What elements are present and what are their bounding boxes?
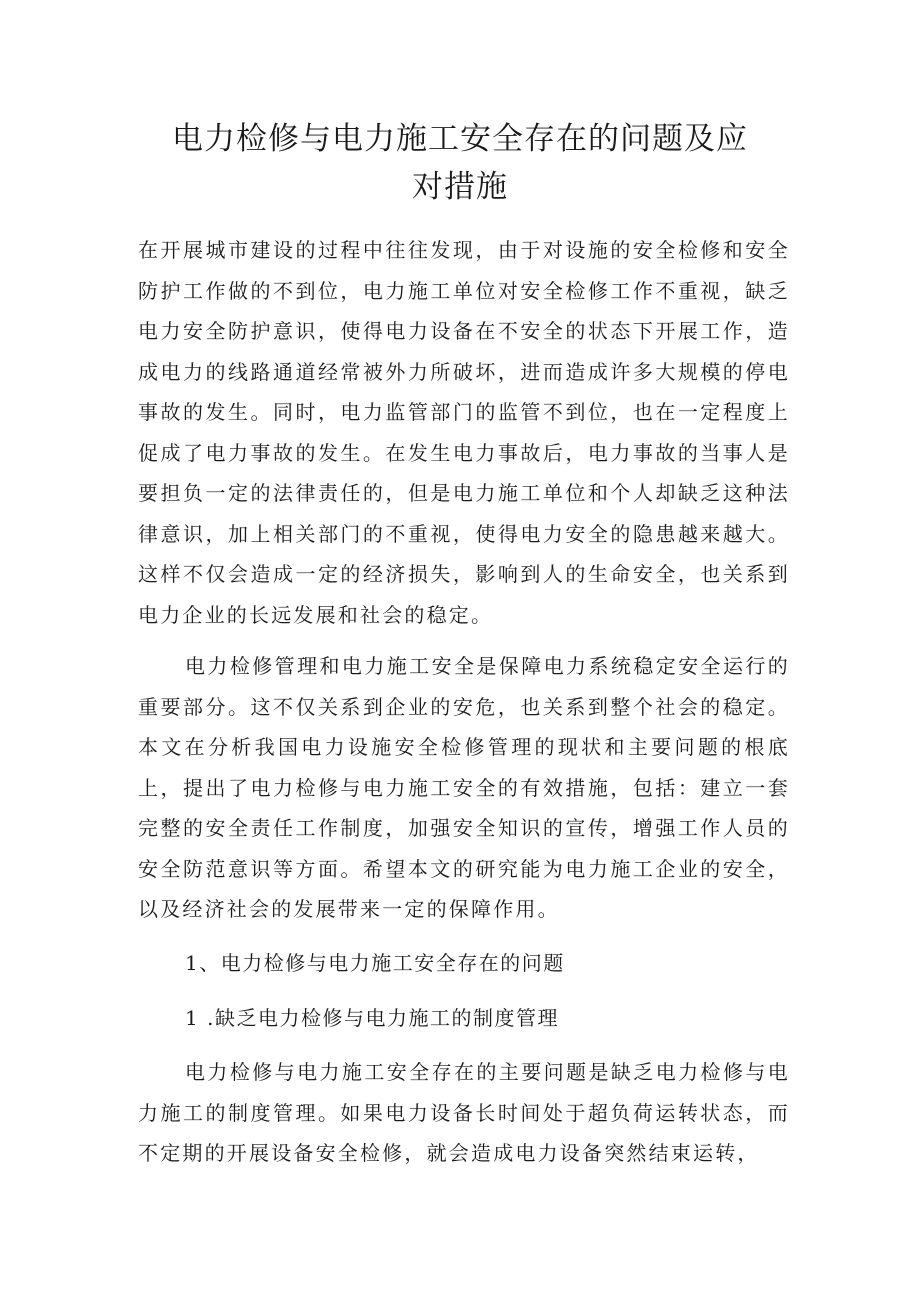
- section-heading-1: 1、电力检修与电力施工安全存在的问题: [185, 951, 565, 975]
- subsection-heading-1-1: 1 .缺乏电力检修与电力施工的制度管理: [185, 1006, 559, 1030]
- paragraph-3: 电力检修与电力施工安全存在的主要问题是缺乏电力检修与电力施工的制度管理。如果电力设备长时间处于超负荷运转状态，而不定期的开展设备安全检修，就会造成电力设备突然结束运转，: [138, 1060, 790, 1165]
- document-title-line-1: 电力检修与电力施工安全存在的问题及应: [172, 121, 748, 157]
- document-title-line-2: 对措施: [412, 169, 508, 205]
- paragraph-2: 电力检修管理和电力施工安全是保障电力系统稳定安全运行的重要部分。这不仅关系到企业的安危，也关系到整个社会的稳定。本文在分析我国电力设施安全检修管理的现状和主要问题的根底上，提出了电力检修与电力施工安全的有效措施，包括：建立一套完整的安全责任工作制度，加强安全知识的宣传，增强工作人员的安全防范意识等方面。希望本文的研究能为电力施工企业的安全，以及经济社会的发展带来一定的保障作用。: [138, 654, 790, 921]
- paragraph-1: 在开展城市建设的过程中往往发现，由于对设施的安全检修和安全防护工作做的不到位，电力施工单位对安全检修工作不重视，缺乏电力安全防护意识，使得电力设备在不安全的状态下开展工作，造成电力的线路通道经常被外力所破坏，进而造成许多大规模的停电事故的发生。同时，电力监管部门的监管不到位，也在一定程度上促成了电力事故的发生。在发生电力事故后，电力事故的当事人是要担负一定的法律责任的，但是电力施工单位和个人却缺乏这种法律意识，加上相关部门的不重视，使得电力安全的隐患越来越大。这样不仅会造成一定的经济损失，影响到人的生命安全，也关系到电力企业的长远发展和社会的稳定。: [138, 238, 790, 627]
